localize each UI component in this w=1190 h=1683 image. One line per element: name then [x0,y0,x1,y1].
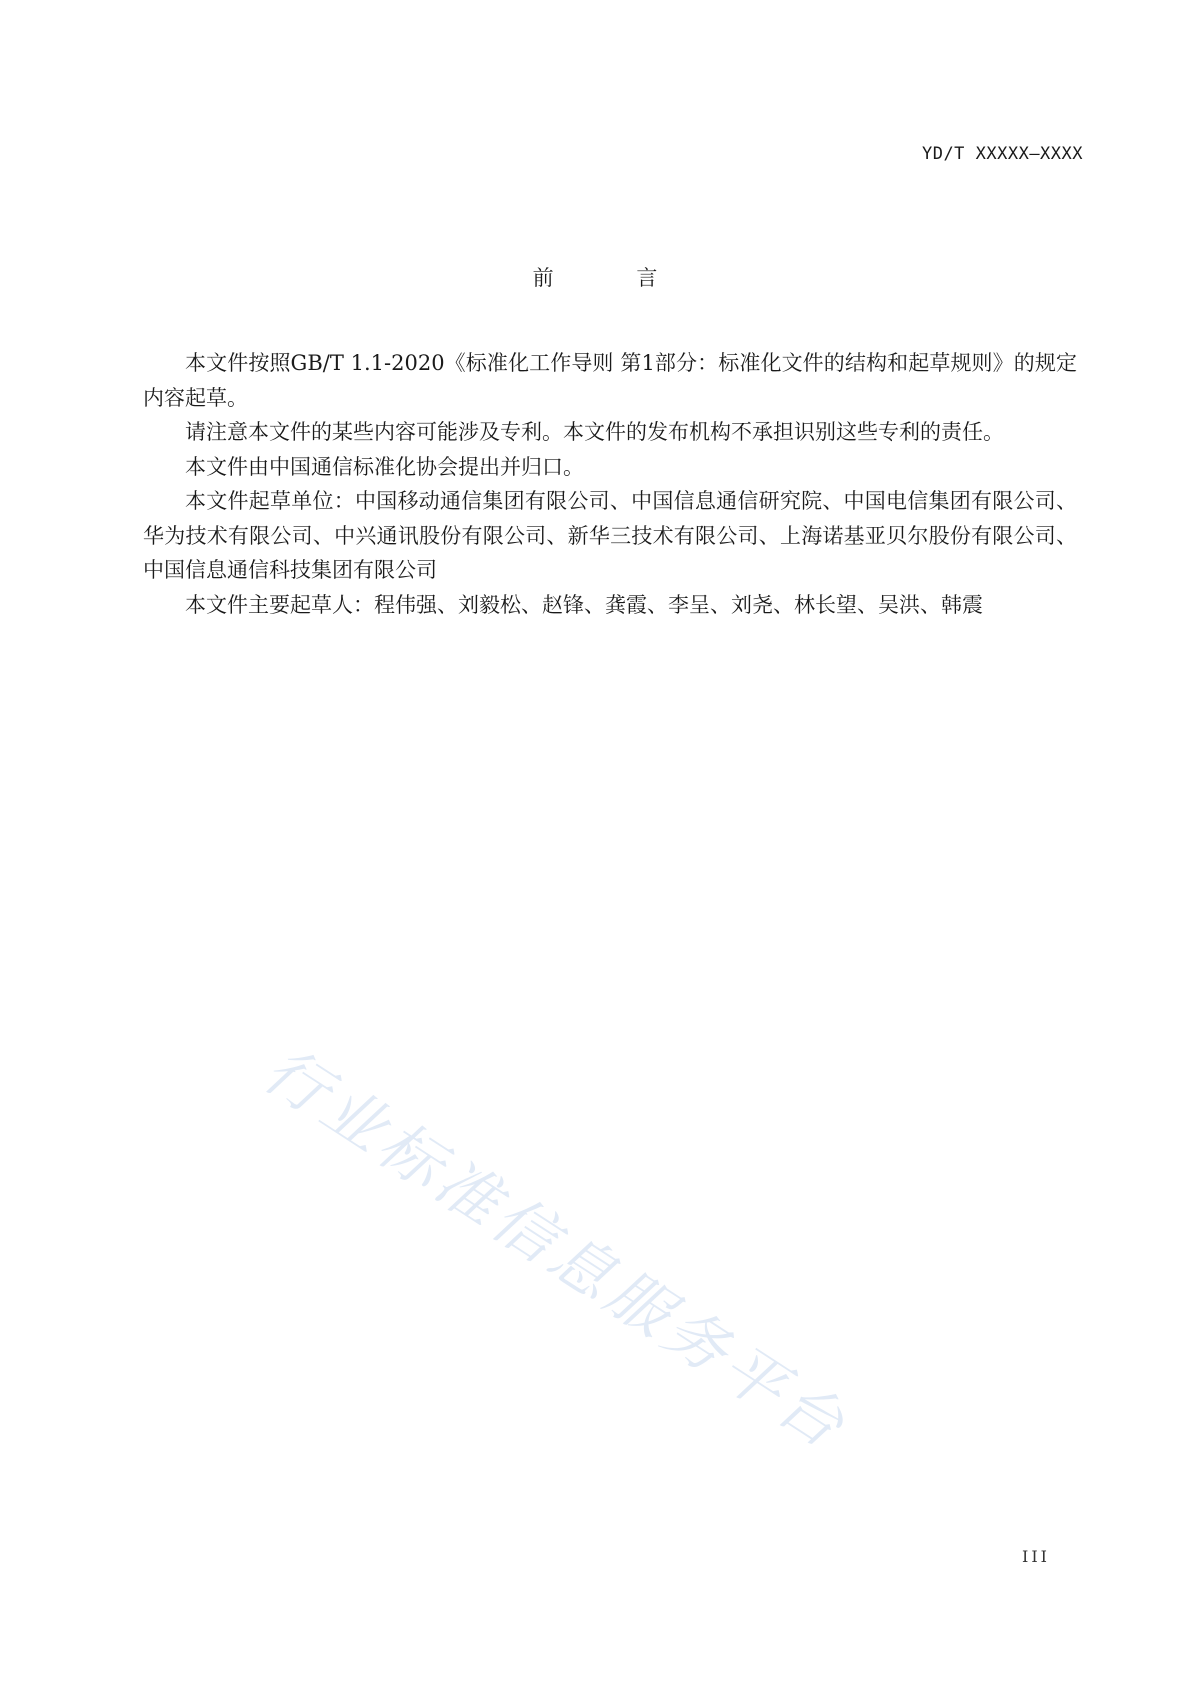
foreword-paragraph-drafting-units: 本文件起草单位：中国移动通信集团有限公司、中国信息通信研究院、中国电信集团有限公司、华为技术有限公司、中兴通讯股份有限公司、新华三技术有限公司、上海诺基亚贝尔股份有限公司、中国信息通信科技集团有限公司 [143,489,1077,582]
foreword-paragraph-patent-notice: 请注意本文件的某些内容可能涉及专利。本文件的发布机构不承担识别这些专利的责任。 [185,420,1004,444]
foreword-paragraph-proposer: 本文件由中国通信标准化协会提出并归口。 [185,454,584,479]
foreword-title: 前 言 [532,266,696,290]
foreword-paragraph-drafting-rules: 本文件按照GB/T 1.1-2020《标准化工作导则 第1部分：标准化文件的结构和起草规则》的规定内容起草。 [143,351,1077,410]
standard-code: YD/T XXXXX—XXXX [921,144,1083,164]
foreword-paragraph-drafters: 本文件主要起草人：程伟强、刘毅松、赵锋、龚霞、李呈、刘尧、林长望、吴洪、韩震 [185,592,983,617]
foreword-body [143,346,1077,622]
page-number: III [1022,1547,1050,1566]
watermark: 行业标准信息服务平台 [251,1032,862,1465]
